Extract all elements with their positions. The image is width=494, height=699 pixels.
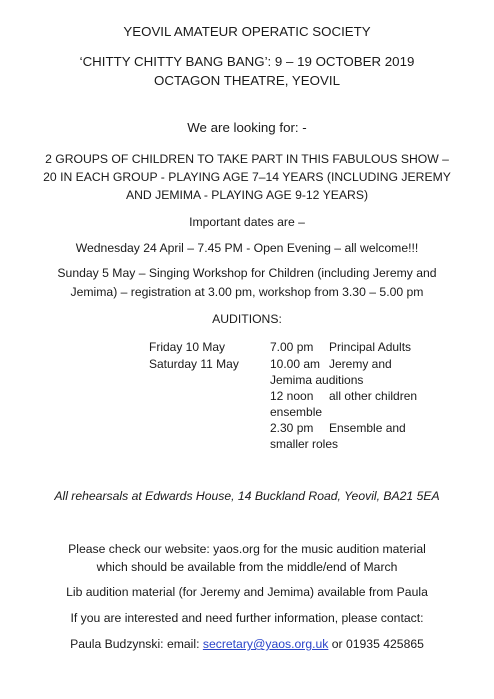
audition-desc-4-cont: smaller roles xyxy=(270,437,339,451)
audition-desc-2: Jeremy and xyxy=(329,357,392,371)
audition-desc-2-cont: Jemima auditions xyxy=(270,373,364,387)
workshop-date-line-1: Sunday 5 May – Singing Workshop for Children (including Jeremy and xyxy=(57,266,437,280)
rehearsal-location: All rehearsals at Edwards House, 14 Buckland Road, Yeovil, BA21 5EA xyxy=(54,489,440,503)
contact-email-link[interactable]: secretary@yaos.org.uk xyxy=(202,637,329,651)
looking-for-heading: We are looking for: - xyxy=(187,120,307,135)
important-dates-heading: Important dates are – xyxy=(189,215,305,229)
audition-day-friday: Friday 10 May xyxy=(149,340,226,354)
workshop-date-line-2: Jemima) – registration at 3.00 pm, workshop from 3.30 – 5.00 pm xyxy=(70,285,424,299)
contact-phone: or 01935 425865 xyxy=(328,637,424,651)
auditions-heading: AUDITIONS: xyxy=(212,312,282,326)
audition-time-2: 10.00 am xyxy=(270,357,321,371)
audition-desc-3-cont: ensemble xyxy=(270,405,323,419)
show-title: ‘CHITTY CHITTY BANG BANG’: 9 – 19 OCTOBER 2019 xyxy=(79,54,415,69)
groups-text-line-3: AND JEMIMA - PLAYING AGE 9-12 YEARS) xyxy=(125,188,369,202)
open-evening-date: Wednesday 24 April – 7.45 PM - Open Evening – all welcome!!! xyxy=(75,241,419,255)
venue: OCTAGON THEATRE, YEOVIL xyxy=(154,73,340,88)
audition-desc-4: Ensemble and xyxy=(329,421,406,435)
audition-day-saturday: Saturday 11 May xyxy=(149,357,239,371)
contact-name: Paula Budzynski: email: xyxy=(70,637,203,651)
contact-details xyxy=(0,637,494,651)
website-note-line-2: which should be available from the middle/end of March xyxy=(96,560,398,574)
audition-time-1: 7.00 pm xyxy=(270,340,314,354)
audition-time-3: 12 noon xyxy=(270,389,314,403)
groups-text-line-2: 20 IN EACH GROUP - PLAYING AGE 7–14 YEARS (INCLUDING JEREMY xyxy=(43,170,451,184)
lib-material-note: Lib audition material (for Jeremy and Jemima) available from Paula xyxy=(66,585,428,599)
audition-time-4: 2.30 pm xyxy=(270,421,314,435)
audition-desc-1: Principal Adults xyxy=(329,340,412,354)
groups-text-line-1: 2 GROUPS OF CHILDREN TO TAKE PART IN THIS FABULOUS SHOW – xyxy=(45,152,449,166)
contact-intro: If you are interested and need further information, please contact: xyxy=(70,611,424,625)
society-title: YEOVIL AMATEUR OPERATIC SOCIETY xyxy=(123,24,371,39)
audition-desc-3: all other children xyxy=(329,389,418,403)
website-note-line-1: Please check our website: yaos.org for the music audition material xyxy=(68,542,426,556)
